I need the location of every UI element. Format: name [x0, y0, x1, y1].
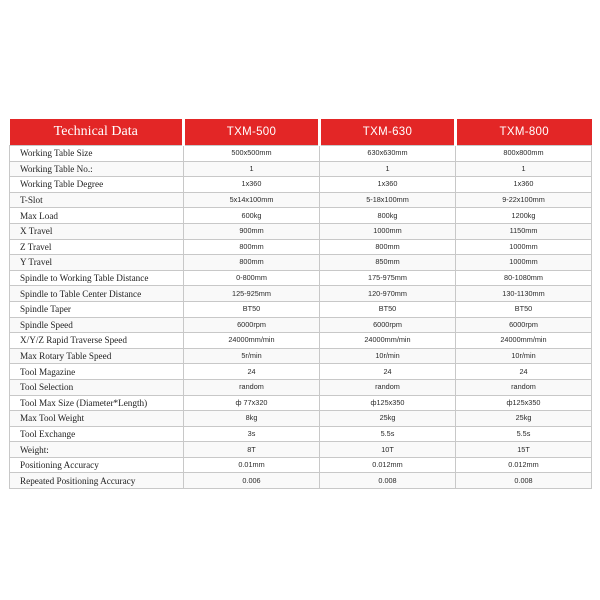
value-model-1: random — [184, 379, 320, 395]
parameter-name: Y Travel — [10, 255, 184, 271]
table-row — [10, 317, 592, 333]
table-body — [10, 146, 592, 489]
table-row — [10, 192, 592, 208]
value-model-1: ф 77x320 — [184, 395, 320, 411]
value-model-1: 800mm — [184, 255, 320, 271]
value-model-2: 24 — [320, 364, 456, 380]
table-row — [10, 239, 592, 255]
header-technical-data: Technical Data — [10, 119, 184, 146]
value-model-3: 10r/min — [456, 348, 592, 364]
value-model-2: 25kg — [320, 411, 456, 427]
parameter-name: Positioning Accuracy — [10, 457, 184, 473]
value-model-1: 8T — [184, 442, 320, 458]
parameter-name: X Travel — [10, 223, 184, 239]
value-model-1: 6000rpm — [184, 317, 320, 333]
value-model-1: 1x360 — [184, 177, 320, 193]
value-model-3: 0.008 — [456, 473, 592, 489]
table-row — [10, 146, 592, 162]
table-row — [10, 395, 592, 411]
value-model-1: 900mm — [184, 223, 320, 239]
value-model-3: ф125x350 — [456, 395, 592, 411]
value-model-2: 1000mm — [320, 223, 456, 239]
value-model-2: 850mm — [320, 255, 456, 271]
value-model-2: 1 — [320, 161, 456, 177]
parameter-name: Weight: — [10, 442, 184, 458]
table-row — [10, 364, 592, 380]
value-model-3: 24000mm/min — [456, 333, 592, 349]
parameter-name: Working Table Degree — [10, 177, 184, 193]
value-model-2: 630x630mm — [320, 146, 456, 162]
header-model-3: TXM-800 — [456, 119, 592, 146]
parameter-name: Tool Selection — [10, 379, 184, 395]
value-model-2: 0.008 — [320, 473, 456, 489]
value-model-2: 175-975mm — [320, 270, 456, 286]
value-model-3: 1200kg — [456, 208, 592, 224]
value-model-1: 8kg — [184, 411, 320, 427]
table-row — [10, 348, 592, 364]
parameter-name: X/Y/Z Rapid Traverse Speed — [10, 333, 184, 349]
value-model-1: 5x14x100mm — [184, 192, 320, 208]
table-row — [10, 270, 592, 286]
parameter-name: Z Travel — [10, 239, 184, 255]
value-model-1: 800mm — [184, 239, 320, 255]
table-row — [10, 161, 592, 177]
parameter-name: T-Slot — [10, 192, 184, 208]
value-model-1: 24 — [184, 364, 320, 380]
value-model-3: 1150mm — [456, 223, 592, 239]
header-model-2: TXM-630 — [320, 119, 456, 146]
value-model-3: 15T — [456, 442, 592, 458]
table-row — [10, 208, 592, 224]
table-row — [10, 223, 592, 239]
table-row — [10, 301, 592, 317]
parameter-name: Working Table Size — [10, 146, 184, 162]
value-model-3: 80-1080mm — [456, 270, 592, 286]
parameter-name: Spindle to Working Table Distance — [10, 270, 184, 286]
value-model-2: 800mm — [320, 239, 456, 255]
value-model-3: 1000mm — [456, 255, 592, 271]
value-model-2: 1x360 — [320, 177, 456, 193]
value-model-2: 800kg — [320, 208, 456, 224]
value-model-3: 5.5s — [456, 426, 592, 442]
table-row — [10, 255, 592, 271]
value-model-3: 0.012mm — [456, 457, 592, 473]
table-row — [10, 333, 592, 349]
value-model-3: 130-1130mm — [456, 286, 592, 302]
value-model-2: 0.012mm — [320, 457, 456, 473]
parameter-name: Tool Max Size (Diameter*Length) — [10, 395, 184, 411]
parameter-name: Tool Exchange — [10, 426, 184, 442]
value-model-3: BT50 — [456, 301, 592, 317]
value-model-1: 24000mm/min — [184, 333, 320, 349]
value-model-2: random — [320, 379, 456, 395]
parameter-name: Working Table No.: — [10, 161, 184, 177]
table-row — [10, 442, 592, 458]
table-row — [10, 286, 592, 302]
value-model-3: 24 — [456, 364, 592, 380]
value-model-1: 0.006 — [184, 473, 320, 489]
value-model-3: 6000rpm — [456, 317, 592, 333]
value-model-3: 1 — [456, 161, 592, 177]
parameter-name: Max Tool Weight — [10, 411, 184, 427]
value-model-1: 0.01mm — [184, 457, 320, 473]
value-model-1: 125-925mm — [184, 286, 320, 302]
technical-data-table — [9, 119, 592, 489]
parameter-name: Max Rotary Table Speed — [10, 348, 184, 364]
value-model-1: BT50 — [184, 301, 320, 317]
value-model-2: BT50 — [320, 301, 456, 317]
table-row — [10, 473, 592, 489]
table-row — [10, 379, 592, 395]
value-model-1: 500x500mm — [184, 146, 320, 162]
table-row — [10, 457, 592, 473]
table-row — [10, 426, 592, 442]
table-row — [10, 177, 592, 193]
value-model-1: 0-800mm — [184, 270, 320, 286]
value-model-2: 120-970mm — [320, 286, 456, 302]
value-model-3: 1000mm — [456, 239, 592, 255]
value-model-3: 1x360 — [456, 177, 592, 193]
value-model-2: 6000rpm — [320, 317, 456, 333]
table-row — [10, 411, 592, 427]
parameter-name: Spindle Taper — [10, 301, 184, 317]
parameter-name: Max Load — [10, 208, 184, 224]
value-model-2: 5.5s — [320, 426, 456, 442]
parameter-name: Spindle to Table Center Distance — [10, 286, 184, 302]
value-model-2: 10r/min — [320, 348, 456, 364]
value-model-1: 3s — [184, 426, 320, 442]
value-model-3: 25kg — [456, 411, 592, 427]
parameter-name: Repeated Positioning Accuracy — [10, 473, 184, 489]
value-model-1: 600kg — [184, 208, 320, 224]
value-model-1: 1 — [184, 161, 320, 177]
value-model-1: 5r/min — [184, 348, 320, 364]
value-model-2: 24000mm/min — [320, 333, 456, 349]
value-model-3: 800x800mm — [456, 146, 592, 162]
header-model-1: TXM-500 — [184, 119, 320, 146]
parameter-name: Tool Magazine — [10, 364, 184, 380]
value-model-3: random — [456, 379, 592, 395]
value-model-2: 5-18x100mm — [320, 192, 456, 208]
value-model-3: 9-22x100mm — [456, 192, 592, 208]
table-header-row — [10, 119, 592, 146]
value-model-2: ф125x350 — [320, 395, 456, 411]
parameter-name: Spindle Speed — [10, 317, 184, 333]
value-model-2: 10T — [320, 442, 456, 458]
